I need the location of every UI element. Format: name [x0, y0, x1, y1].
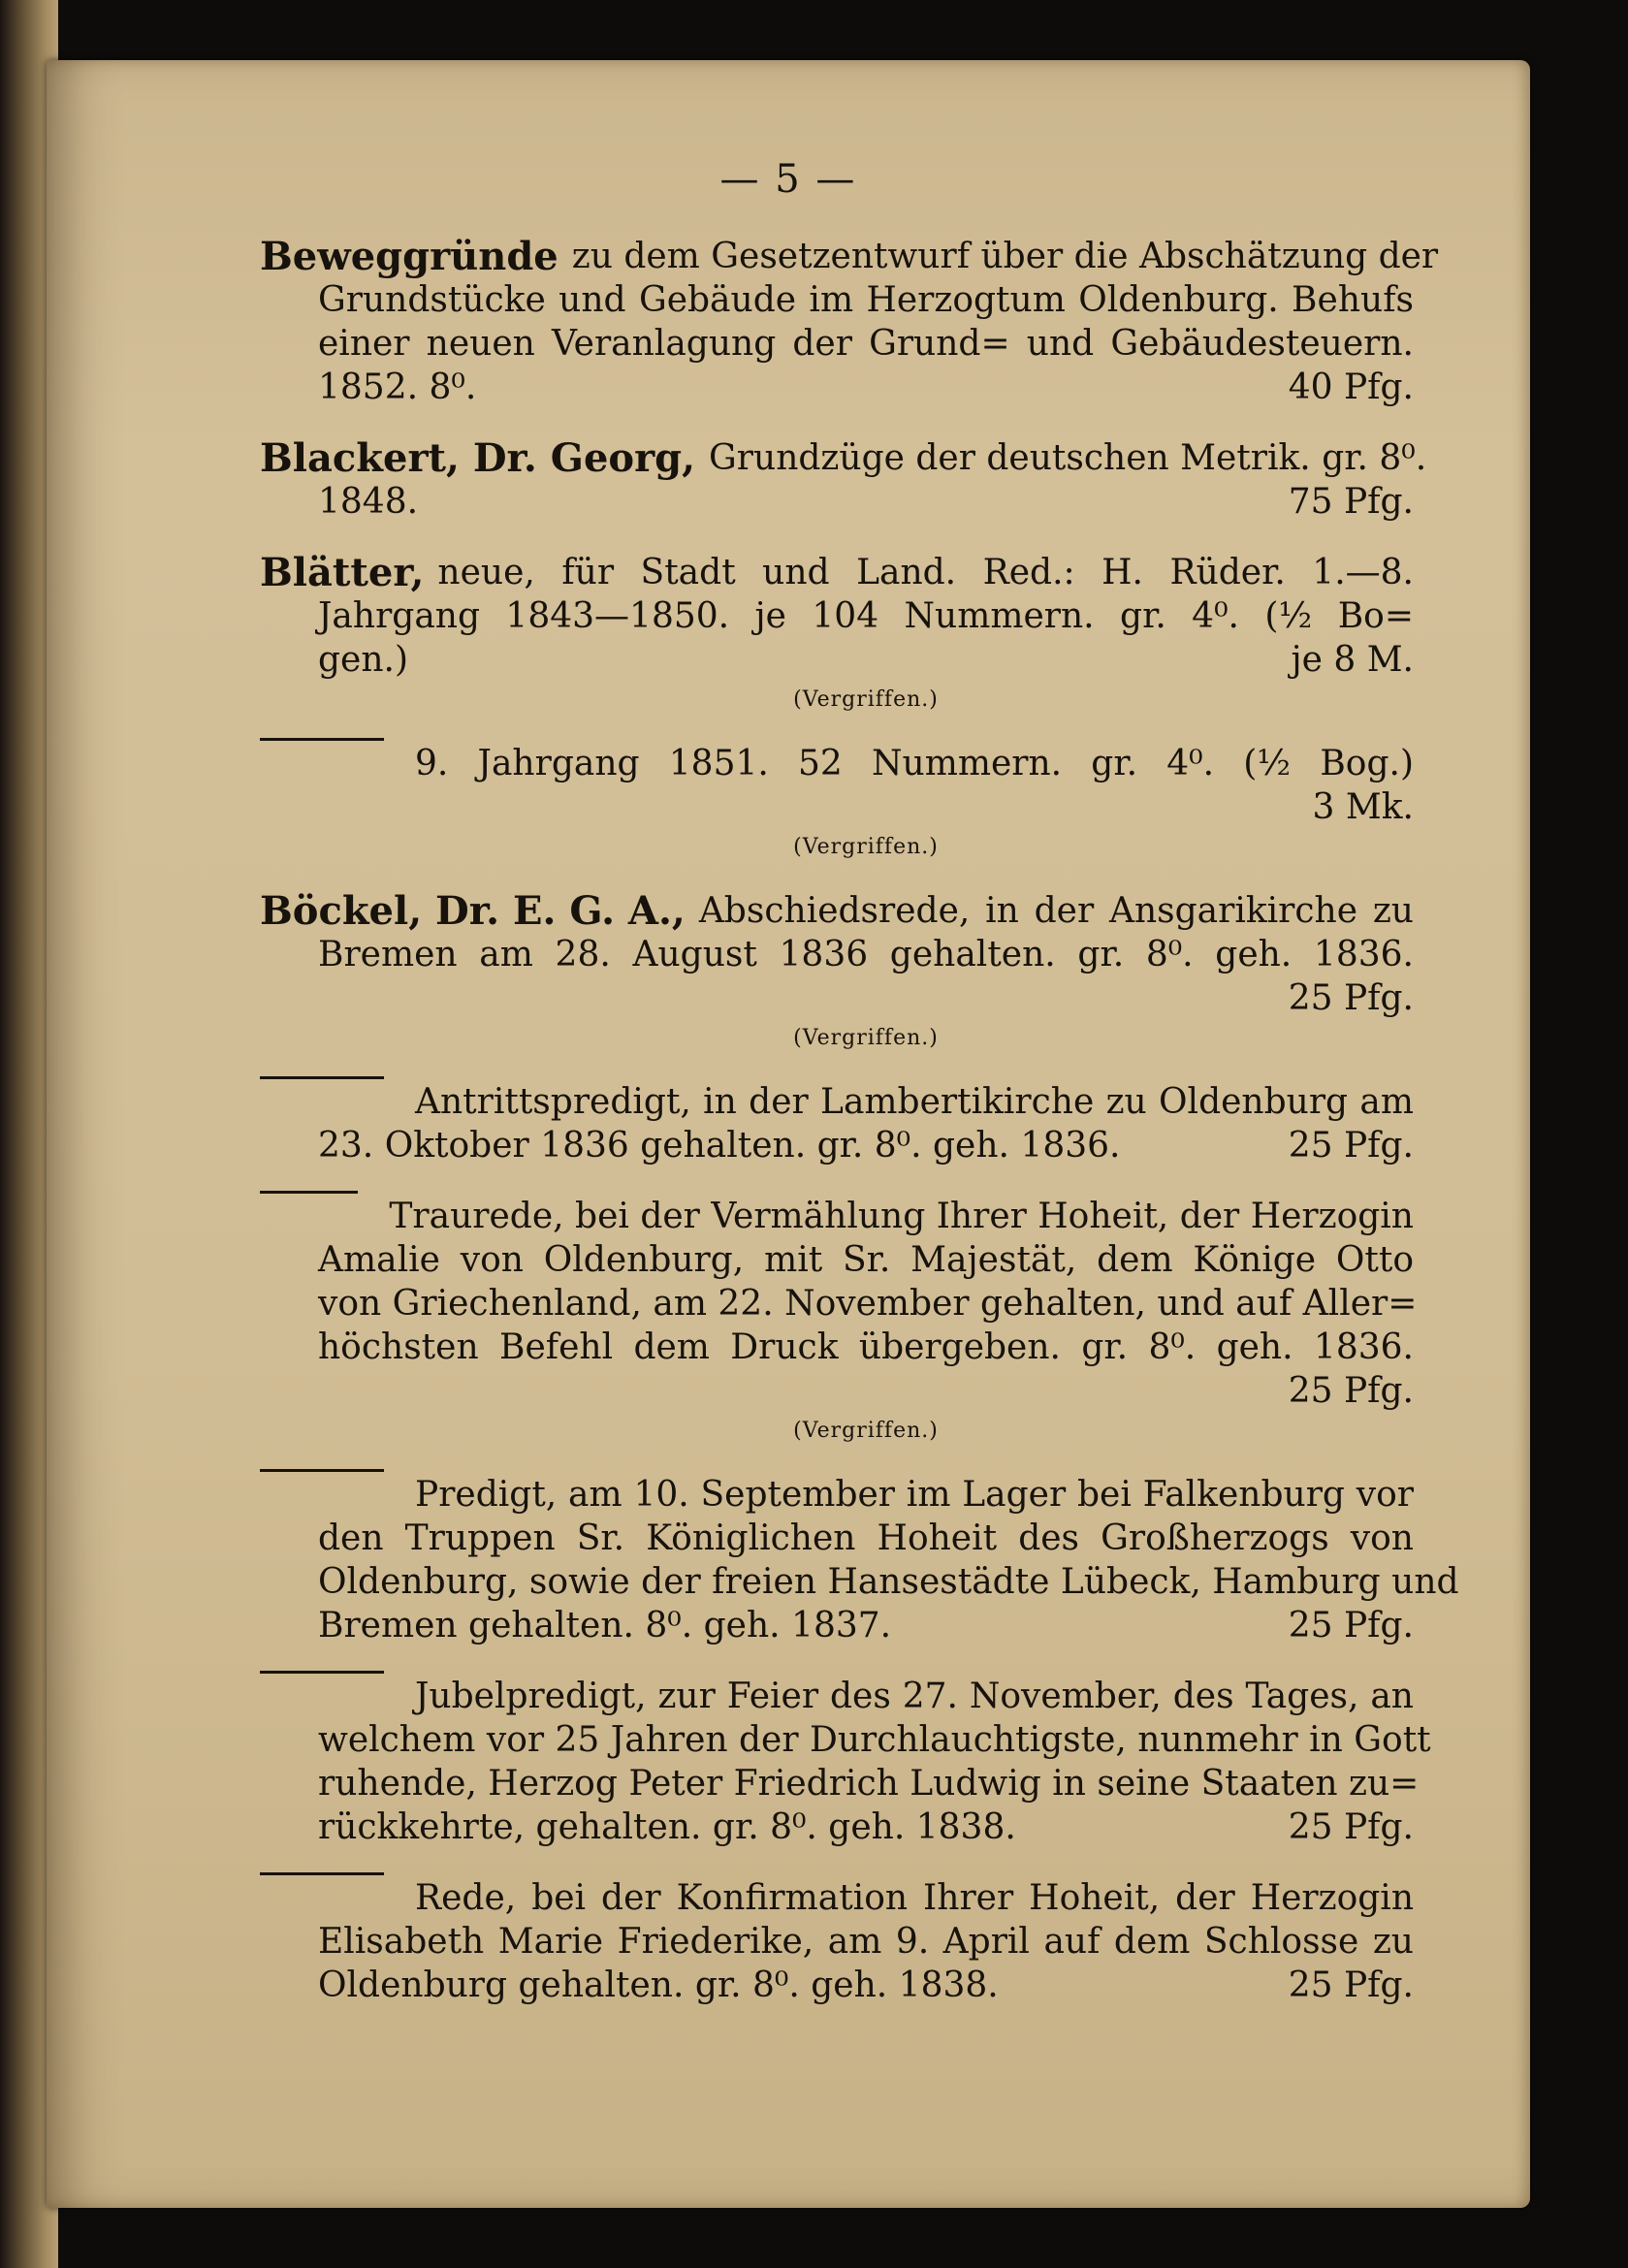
entry-price: je 8 M. [1291, 640, 1414, 680]
ditto-dash [260, 738, 384, 741]
ditto-dash [260, 1191, 358, 1194]
entry-heading: Böckel, Dr. E. G. A., [260, 888, 686, 934]
entry-line [260, 1238, 1414, 1282]
entry-line [260, 1517, 1414, 1560]
ditto-dash [260, 1469, 384, 1472]
entry-line [260, 551, 1414, 594]
entry-text: welchem vor 25 Jahren der Durchlauchtigste, nunmehr in Gott [318, 1720, 1431, 1760]
entry-text: Bremen am 28. August 1836 gehalten. gr. 8⁰. geh. 1836. [318, 935, 1414, 974]
entry-heading: Blackert, Dr. Georg, [260, 435, 696, 481]
entry-line [260, 1473, 1414, 1517]
entry-price: 25 Pfg. [1288, 978, 1414, 1018]
entry-price: 75 Pfg. [1288, 482, 1414, 522]
entry-text: Rede, bei der Konfirmation Ihrer Hoheit, der Herzogin [415, 1878, 1414, 1918]
page-number: — 5 — [719, 157, 857, 202]
entry-text: Grundzüge der deutschen Metrik. gr. 8⁰. [709, 438, 1427, 478]
ditto-dash [260, 1076, 384, 1079]
entry-text: zu dem Gesetzentwurf über die Abschätzung der [571, 237, 1439, 276]
catalog-entry [260, 1473, 1459, 1647]
entry-text: Elisabeth Marie Friederike, am 9. April auf dem Schlosse zu [318, 1922, 1414, 1962]
entry-last-line [260, 976, 1414, 1020]
out-of-print-note: (Vergriffen.) [793, 1026, 939, 1050]
entry-last-line [260, 638, 1414, 682]
entry-line [260, 234, 1439, 279]
entry-last-line [260, 1805, 1414, 1849]
catalog-entry [260, 234, 1439, 409]
entry-price: 25 Pfg. [1288, 1807, 1414, 1847]
entry-line [260, 1675, 1414, 1718]
entry-text: Jubelpredigt, zur Feier des 27. November, des Tages, an [415, 1677, 1414, 1716]
entry-line [260, 933, 1414, 976]
entry-imprint: 1848. [318, 482, 419, 522]
entry-heading: Blätter, [260, 550, 425, 595]
entry-text: höchsten Befehl dem Druck übergeben. gr. 8⁰. geh. 1836. [318, 1327, 1414, 1367]
entry-line [260, 278, 1414, 322]
entry-price: 40 Pfg. [1288, 367, 1414, 407]
entry-text: ruhende, Herzog Peter Friedrich Ludwig in seine Staaten zu= [318, 1764, 1420, 1804]
entry-text: Amalie von Oldenburg, mit Sr. Majestät, dem Könige Otto [318, 1240, 1414, 1280]
entry-text: den Truppen Sr. Königlichen Hoheit des Großherzogs von [318, 1518, 1414, 1558]
entry-imprint: Oldenburg gehalten. gr. 8⁰. geh. 1838. [318, 1965, 999, 2005]
entry-line [260, 594, 1414, 638]
entry-line [260, 1762, 1420, 1805]
entry-text: 9. Jahrgang 1851. 52 Nummern. gr. 4⁰. (½ Bog.) [415, 744, 1414, 783]
entry-line [260, 1080, 1414, 1124]
catalog-entry [260, 889, 1414, 1053]
entry-last-line [260, 785, 1414, 829]
catalog-entry [260, 435, 1427, 524]
book-page [47, 60, 1530, 2208]
catalog-entry [260, 1080, 1414, 1167]
catalog-entry [260, 551, 1414, 715]
out-of-print-note: (Vergriffen.) [793, 1419, 939, 1443]
entry-price: 3 Mk. [1312, 787, 1414, 827]
entry-text: Oldenburg, sowie der freien Hansestädte Lübeck, Hamburg und [318, 1562, 1459, 1602]
entry-heading: Beweggründe [260, 234, 559, 279]
entry-price: 25 Pfg. [1288, 1606, 1414, 1645]
catalog-entry [260, 1876, 1414, 2007]
entry-last-line [260, 1604, 1414, 1647]
entry-text: von Griechenland, am 22. November gehalten, und auf Aller= [318, 1284, 1418, 1324]
entry-last-line [260, 1124, 1414, 1167]
ditto-dash [260, 1872, 384, 1875]
entry-text: Abschiedsrede, in der Ansgarikirche zu [698, 891, 1414, 931]
catalog-entry [260, 742, 1414, 862]
entry-line [260, 1560, 1459, 1604]
entry-imprint: 23. Oktober 1836 gehalten. gr. 8⁰. geh. 1836. [318, 1126, 1121, 1166]
entry-line [260, 1282, 1418, 1326]
entry-line [260, 1718, 1431, 1762]
entry-text: Predigt, am 10. September im Lager bei Falkenburg vor [415, 1475, 1414, 1515]
entry-last-line [260, 1369, 1414, 1413]
entry-line [260, 889, 1414, 933]
catalog-entry [260, 1675, 1431, 1849]
out-of-print-note: (Vergriffen.) [793, 835, 939, 859]
entry-price: 25 Pfg. [1288, 1126, 1414, 1166]
entry-line [260, 322, 1414, 366]
catalog-entry [260, 1195, 1418, 1446]
entry-last-line [260, 1964, 1414, 2007]
entry-line [260, 435, 1427, 481]
ditto-dash [260, 1671, 384, 1674]
entry-text: Grundstücke und Gebäude im Herzogtum Oldenburg. Behufs [318, 280, 1414, 320]
entry-imprint: gen.) [318, 640, 409, 680]
entry-text: Traurede, bei der Vermählung Ihrer Hoheit, der Herzogin [389, 1197, 1414, 1236]
entry-line [260, 1326, 1414, 1369]
entry-imprint: 1852. 8⁰. [318, 367, 477, 407]
entry-line [260, 1876, 1414, 1920]
entry-imprint: rückkehrte, gehalten. gr. 8⁰. geh. 1838. [318, 1807, 1016, 1847]
catalog-entries [260, 234, 1459, 2034]
out-of-print-note: (Vergriffen.) [793, 687, 939, 712]
entry-last-line [260, 480, 1414, 524]
entry-text: neue, für Stadt und Land. Red.: H. Rüder. 1.—8. [437, 553, 1414, 592]
entry-price: 25 Pfg. [1288, 1965, 1414, 2005]
entry-text: Antrittspredigt, in der Lambertikirche zu Oldenburg am [415, 1082, 1414, 1122]
entry-line [260, 1920, 1414, 1964]
entry-imprint: Bremen gehalten. 8⁰. geh. 1837. [318, 1606, 892, 1645]
entry-line [260, 1195, 1414, 1238]
entry-text: Jahrgang 1843—1850. je 104 Nummern. gr. 4⁰. (½ Bo= [318, 596, 1414, 636]
entry-last-line [260, 366, 1414, 409]
entry-price: 25 Pfg. [1288, 1371, 1414, 1411]
entry-line [260, 742, 1414, 785]
entry-text: einer neuen Veranlagung der Grund= und Gebäudesteuern. [318, 324, 1414, 364]
